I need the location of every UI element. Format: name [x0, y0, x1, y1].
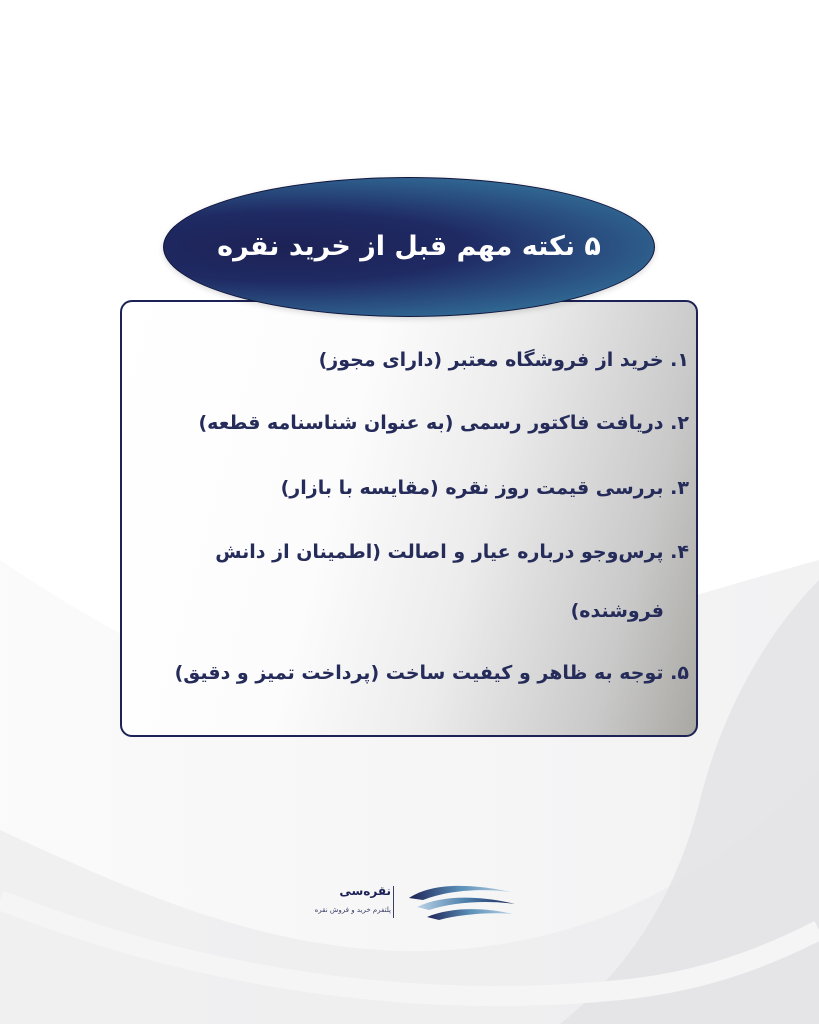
logo-divider — [393, 886, 394, 918]
tip-item-continuation: فروشنده) — [570, 600, 664, 622]
brand-tagline: پلتفرم خرید و فروش نقره — [314, 906, 391, 914]
tip-item: ۳. بررسی قیمت روز نقره (مقایسه با بازار) — [280, 477, 689, 499]
title-banner — [163, 177, 655, 317]
wave-logo-icon — [403, 880, 521, 924]
tip-item: ۴. پرس‌وجو درباره عیار و اصالت (اطمینان از دانش — [215, 541, 689, 563]
tip-item: ۱. خرید از فروشگاه معتبر (دارای مجوز) — [318, 349, 689, 371]
tip-item: ۵. توجه به ظاهر و کیفیت ساخت (پرداخت تمیز و دقیق) — [174, 662, 689, 684]
page-title: ۵ نکته مهم قبل از خرید نقره — [217, 230, 601, 262]
brand-name: نقره‌سی — [339, 884, 391, 898]
tip-item: ۲. دریافت فاکتور رسمی (به عنوان شناسنامه قطعه) — [198, 412, 689, 434]
brand-logo — [285, 878, 525, 926]
